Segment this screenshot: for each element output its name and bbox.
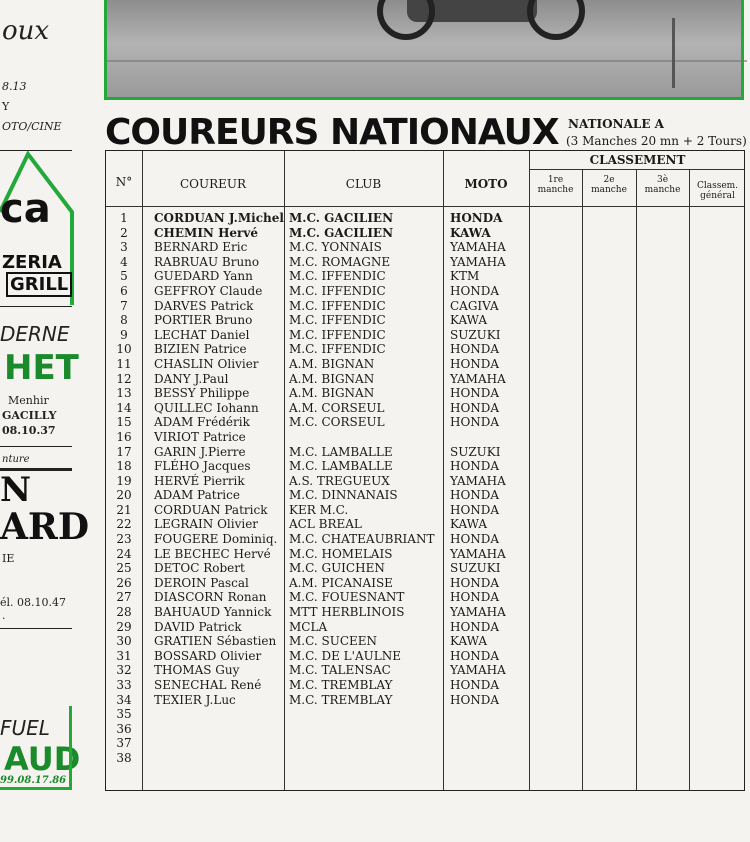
ad-divider bbox=[0, 628, 72, 629]
header-general-a: Classem. bbox=[696, 181, 739, 191]
moto-brand: HONDA bbox=[450, 400, 500, 415]
row-number: 13 bbox=[116, 386, 132, 401]
rider-name: CHEMIN Hervé bbox=[154, 225, 258, 240]
column-divider bbox=[636, 169, 637, 790]
header-manche-3-label: manche bbox=[644, 185, 681, 195]
photo-wheel bbox=[377, 0, 435, 40]
header-manche-2-num: 2e bbox=[603, 175, 615, 185]
row-number: 9 bbox=[120, 327, 128, 342]
club-name: A.M. BIGNAN bbox=[289, 386, 375, 401]
motocross-photo bbox=[104, 0, 744, 100]
club-name: ACL BREAL bbox=[289, 517, 362, 532]
rider-name: BIZIEN Patrice bbox=[154, 342, 247, 357]
row-number: 15 bbox=[116, 415, 132, 430]
club-name: A.M. CORSEUL bbox=[289, 400, 385, 415]
row-number: 3 bbox=[120, 240, 128, 255]
row-number: 36 bbox=[116, 721, 132, 736]
rider-name: GEFFROY Claude bbox=[154, 283, 263, 298]
row-number: 16 bbox=[116, 429, 132, 444]
ad-aud: AUD bbox=[4, 740, 81, 778]
row-number: 37 bbox=[116, 736, 132, 751]
header-manche-3-num: 3è bbox=[656, 175, 669, 185]
rider-name: CORDUAN J.Michel bbox=[154, 211, 284, 225]
moto-brand: KAWA bbox=[450, 225, 491, 240]
moto-brand: HONDA bbox=[450, 692, 500, 707]
club-name: M.C. YONNAIS bbox=[289, 240, 382, 255]
moto-brand: YAMAHA bbox=[450, 605, 506, 620]
moto-brand: KTM bbox=[450, 269, 480, 284]
club-name: M.C. IFFENDIC bbox=[289, 327, 386, 342]
moto-brand bbox=[450, 707, 529, 722]
ad-pizzeria: ZERIA bbox=[2, 252, 62, 273]
moto-brand: YAMAHA bbox=[450, 473, 506, 488]
moto-brand: YAMAHA bbox=[450, 663, 506, 678]
moto-brand: HONDA bbox=[450, 211, 503, 225]
moto-brand: YAMAHA bbox=[450, 240, 506, 255]
row-number: 17 bbox=[116, 444, 132, 459]
header-divider bbox=[106, 206, 744, 207]
row-number: 32 bbox=[116, 663, 132, 678]
ad-grill: GRILL bbox=[6, 272, 72, 297]
row-number: 38 bbox=[116, 750, 132, 765]
rider-name bbox=[154, 736, 284, 751]
race-format: (3 Manches 20 mn + 2 Tours) bbox=[566, 134, 747, 148]
rider-name bbox=[154, 751, 284, 766]
rider-name: ADAM Frédérik bbox=[154, 415, 250, 430]
moto-brand: HONDA bbox=[450, 648, 500, 663]
club-name: M.C. HOMELAIS bbox=[289, 546, 393, 561]
moto-brand bbox=[450, 751, 529, 766]
moto-brand: KAWA bbox=[450, 634, 488, 649]
rider-name: LECHAT Daniel bbox=[154, 327, 250, 342]
rider-name: DANY J.Paul bbox=[154, 371, 229, 386]
ad-het: HET bbox=[4, 348, 79, 388]
rider-name: ADAM Patrice bbox=[154, 488, 240, 503]
rider-name: DEROIN Pascal bbox=[154, 575, 249, 590]
row-number: 18 bbox=[116, 459, 132, 474]
moto-brand bbox=[450, 722, 529, 737]
ad-fuel: FUEL bbox=[0, 716, 50, 740]
ad-text-line: Y bbox=[2, 100, 10, 113]
header-manche-2-label: manche bbox=[591, 185, 627, 195]
club-name: MTT HERBLINOIS bbox=[289, 605, 405, 620]
club-name: M.C. DINNANAIS bbox=[289, 488, 398, 503]
row-number: 11 bbox=[116, 356, 132, 371]
rider-name: GUEDARD Yann bbox=[154, 269, 253, 284]
moto-brand: HONDA bbox=[450, 415, 500, 430]
moto-brand: YAMAHA bbox=[450, 546, 506, 561]
club-name: M.C. TALENSAC bbox=[289, 663, 391, 678]
moto-brand: HONDA bbox=[450, 283, 500, 298]
moto-brand: KAWA bbox=[450, 313, 488, 328]
header-manche-3 bbox=[636, 175, 689, 195]
rider-name: PORTIER Bruno bbox=[154, 313, 253, 328]
club-name bbox=[289, 707, 443, 722]
club-name: M.C. FOUESNANT bbox=[289, 590, 405, 605]
header-club: CLUB bbox=[345, 177, 382, 191]
moto-brand: YAMAHA bbox=[450, 371, 506, 386]
row-number: 5 bbox=[120, 269, 128, 284]
row-number: 23 bbox=[116, 532, 132, 547]
club-name: M.C. LAMBALLE bbox=[289, 444, 393, 459]
club-name: M.C. GUICHEN bbox=[289, 561, 385, 576]
rider-name: DARVES Patrick bbox=[154, 298, 254, 313]
page-title: COUREURS NATIONAUX bbox=[105, 112, 559, 153]
rider-name: THOMAS Guy bbox=[154, 663, 240, 678]
rider-name: CORDUAN Patrick bbox=[154, 502, 268, 517]
rider-name: RABRUAU Bruno bbox=[154, 254, 260, 269]
rider-name bbox=[154, 707, 284, 722]
club-name: M.C. IFFENDIC bbox=[289, 313, 386, 328]
club-name: M.C. GACILIEN bbox=[289, 211, 394, 225]
club-name: M.C. IFFENDIC bbox=[289, 298, 386, 313]
ad-ie: IE bbox=[2, 552, 15, 565]
row-number: 34 bbox=[116, 692, 132, 707]
club-name: M.C. CHATEAUBRIANT bbox=[289, 532, 435, 547]
column-divider bbox=[689, 169, 690, 790]
rider-name: DIASCORN Ronan bbox=[154, 590, 267, 605]
photo-course-stake bbox=[672, 18, 675, 88]
rider-name: BESSY Philippe bbox=[154, 386, 250, 401]
row-number: 19 bbox=[116, 473, 132, 488]
moto-brand bbox=[450, 430, 529, 445]
club-name bbox=[289, 751, 443, 766]
column-motos bbox=[450, 211, 529, 766]
classement-divider bbox=[529, 169, 744, 170]
rider-name: HERVÉ Pierrik bbox=[154, 473, 245, 488]
rider-name: SENECHAL René bbox=[154, 678, 262, 692]
club-name: M.C. TREMBLAY bbox=[289, 678, 393, 692]
rider-name: TEXIER J.Luc bbox=[154, 692, 236, 707]
moto-brand: HONDA bbox=[450, 488, 500, 503]
moto-brand: KAWA bbox=[450, 517, 488, 532]
rider-name: DETOC Robert bbox=[154, 561, 245, 576]
moto-brand: HONDA bbox=[450, 678, 500, 692]
ad-phone: 99.08.17.86 bbox=[0, 775, 67, 786]
advertisement-strip bbox=[0, 0, 90, 842]
rider-name: BAHUAUD Yannick bbox=[154, 605, 272, 620]
club-name: A.S. TREGUEUX bbox=[289, 473, 390, 488]
header-moto: MOTO bbox=[464, 177, 508, 191]
rider-name: BOSSARD Olivier bbox=[154, 648, 262, 663]
ad-divider bbox=[0, 446, 72, 447]
column-numbers bbox=[106, 211, 142, 766]
ad-text-line: 8.13 bbox=[2, 80, 27, 93]
club-name: A.M. BIGNAN bbox=[289, 371, 375, 386]
row-number: 26 bbox=[116, 575, 132, 590]
moto-brand: HONDA bbox=[450, 342, 500, 357]
ad-nture: nture bbox=[2, 454, 30, 465]
moto-brand: SUZUKI bbox=[450, 444, 501, 459]
club-name: M.C. IFFENDIC bbox=[289, 283, 386, 298]
row-number: 6 bbox=[120, 283, 128, 298]
rider-name: LEGRAIN Olivier bbox=[154, 517, 259, 532]
club-name: KER M.C. bbox=[289, 502, 349, 517]
club-name: MCLA bbox=[289, 619, 328, 634]
photo-track-rut bbox=[107, 60, 747, 62]
row-number: 30 bbox=[116, 634, 132, 649]
header-manche-1-num: 1re bbox=[547, 175, 564, 185]
header-general-b: général bbox=[700, 191, 735, 201]
ad-phone: 08.10.37 bbox=[2, 424, 56, 437]
club-name: M.C. DE L'AULNE bbox=[289, 648, 401, 663]
moto-brand: SUZUKI bbox=[450, 327, 501, 342]
ad-menhir: Menhir bbox=[8, 394, 49, 407]
rider-name: CHASLIN Olivier bbox=[154, 356, 259, 371]
header-manche-1 bbox=[529, 175, 582, 195]
row-number: 29 bbox=[116, 619, 132, 634]
ad-ard: ARD bbox=[0, 506, 90, 548]
ad-logo-fragment: oux bbox=[2, 16, 50, 46]
column-divider bbox=[284, 151, 285, 790]
moto-brand: HONDA bbox=[450, 386, 500, 401]
club-name: A.M. PICANAISE bbox=[289, 575, 393, 590]
row-number: 33 bbox=[116, 678, 132, 692]
rider-name: FOUGERE Dominiq. bbox=[154, 532, 278, 547]
club-name: M.C. SUCEEN bbox=[289, 634, 378, 649]
column-divider bbox=[582, 169, 583, 790]
column-clubs bbox=[289, 211, 443, 766]
rider-name: GARIN J.Pierre bbox=[154, 444, 246, 459]
ad-divider bbox=[0, 150, 72, 151]
header-rider: COUREUR bbox=[179, 177, 247, 191]
moto-brand: SUZUKI bbox=[450, 561, 501, 576]
club-name: M.C. TREMBLAY bbox=[289, 692, 393, 707]
rider-name: VIRIOT Patrice bbox=[154, 429, 246, 444]
race-category: NATIONALE A bbox=[568, 117, 664, 131]
photo-wheel bbox=[527, 0, 585, 40]
header-manche-1-label: manche bbox=[537, 185, 574, 195]
moto-brand: HONDA bbox=[450, 575, 500, 590]
club-name bbox=[289, 722, 443, 737]
moto-brand: YAMAHA bbox=[450, 254, 506, 269]
row-number: 10 bbox=[116, 342, 132, 357]
column-riders bbox=[154, 211, 284, 766]
moto-brand: HONDA bbox=[450, 619, 500, 634]
moto-brand bbox=[450, 736, 529, 751]
column-divider bbox=[529, 151, 530, 790]
club-name: M.C. GACILIEN bbox=[289, 225, 394, 240]
ad-moderne: DERNE bbox=[0, 322, 70, 346]
club-name: M.C. IFFENDIC bbox=[289, 342, 386, 357]
row-number: 25 bbox=[116, 561, 132, 576]
row-number: 21 bbox=[116, 502, 132, 517]
club-name: M.C. LAMBALLE bbox=[289, 459, 393, 474]
row-number: 14 bbox=[116, 400, 132, 415]
club-name: A.M. BIGNAN bbox=[289, 356, 375, 371]
ad-big-n: N bbox=[0, 470, 32, 510]
rider-name: LE BECHEC Hervé bbox=[154, 546, 271, 561]
rider-name: GRATIEN Sébastien bbox=[154, 634, 277, 649]
moto-brand: CAGIVA bbox=[450, 298, 499, 313]
club-name: M.C. ROMAGNE bbox=[289, 254, 391, 269]
row-number: 35 bbox=[116, 707, 132, 722]
row-number: 28 bbox=[116, 605, 132, 620]
header-manche-2 bbox=[582, 175, 636, 195]
moto-brand: HONDA bbox=[450, 459, 500, 474]
moto-brand: HONDA bbox=[450, 532, 500, 547]
header-general bbox=[689, 181, 746, 201]
ad-green-frame bbox=[0, 706, 72, 790]
ad-gacilly: GACILLY bbox=[2, 409, 57, 422]
moto-brand: HONDA bbox=[450, 590, 500, 605]
row-number: 24 bbox=[116, 546, 132, 561]
ad-logo-letters: ca bbox=[0, 186, 51, 232]
ad-text-line: OTO/CINE bbox=[2, 120, 62, 133]
row-number: 2 bbox=[120, 225, 128, 240]
club-name bbox=[289, 430, 443, 445]
row-number: 8 bbox=[120, 313, 128, 328]
ad-phone: él. 08.10.47 bbox=[0, 596, 67, 609]
rider-name: BERNARD Eric bbox=[154, 240, 248, 255]
row-number: 4 bbox=[120, 254, 128, 269]
moto-brand: HONDA bbox=[450, 356, 500, 371]
header-num: N° bbox=[115, 175, 133, 189]
rider-name: FLÉHO Jacques bbox=[154, 459, 251, 474]
club-name: M.C. IFFENDIC bbox=[289, 269, 386, 284]
rider-name: DAVID Patrick bbox=[154, 619, 242, 634]
row-number: 12 bbox=[116, 371, 132, 386]
row-number: 31 bbox=[116, 648, 132, 663]
column-divider bbox=[443, 151, 444, 790]
row-number: 20 bbox=[116, 488, 132, 503]
club-name: M.C. CORSEUL bbox=[289, 415, 385, 430]
row-number: 27 bbox=[116, 590, 132, 605]
ad-divider bbox=[0, 306, 72, 307]
row-number: 1 bbox=[120, 211, 128, 225]
club-name bbox=[289, 736, 443, 751]
row-number: 22 bbox=[116, 517, 132, 532]
moto-brand: HONDA bbox=[450, 502, 500, 517]
ad-text-line: . bbox=[2, 609, 6, 622]
rider-name: QUILLEC Iohann bbox=[154, 400, 259, 415]
header-classement: CLASSEMENT bbox=[589, 153, 686, 167]
column-divider bbox=[142, 151, 143, 790]
row-number: 7 bbox=[120, 298, 128, 313]
rider-name bbox=[154, 722, 284, 737]
riders-table bbox=[105, 150, 745, 791]
